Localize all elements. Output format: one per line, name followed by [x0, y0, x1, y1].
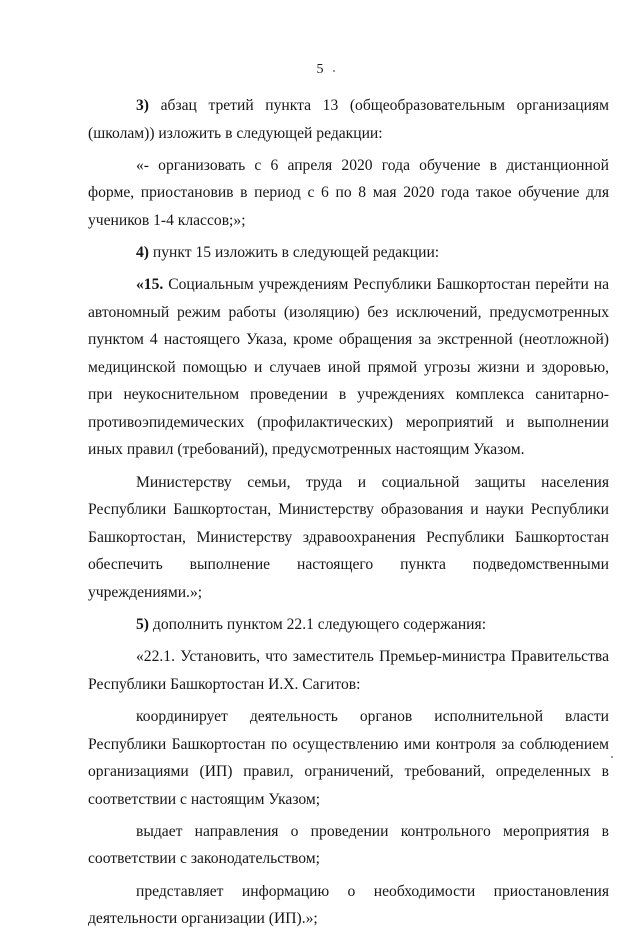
document-body [88, 92, 609, 937]
paragraph-issues-directions [88, 818, 609, 873]
paragraph-amend-5 [88, 611, 609, 639]
paragraph-coordinates [88, 703, 609, 813]
scan-speck [611, 756, 613, 758]
item-number: 4) [136, 244, 149, 262]
paragraph-amend-3 [88, 92, 609, 147]
paragraph-point-15 [88, 271, 609, 464]
item-number: 5) [136, 615, 149, 633]
paragraph-point-22-1 [88, 643, 609, 698]
paragraph-ministries [88, 469, 609, 607]
paragraph-text: пункт 15 изложить в следующей редакции: [149, 244, 440, 262]
page-number: 5 [316, 62, 324, 77]
paragraph-text: абзац третий пункта 13 (общеобразовательным организациям (школам)) изложить в следующей редакции: [88, 97, 609, 142]
item-number: 3) [136, 97, 149, 114]
paragraph-text: Социальным учреждениям Республики Башкортостан перейти на автономный режим работы (изоляцию) без исключений, предусмотренных пунктом 4 настоящего Указа, кроме обращения за экстренной (неотложной) медицинской помощью и случаев иной прямой угрозы жизни и здоровью, при неукоснительном проведении в учреждениях комплекса санитарно-противоэпидемических (профилактических) мероприятий и выполнении иных правил (требований), предусмотренных настоящим Указом. [88, 276, 609, 459]
paragraph-text: координирует деятельность органов исполнительной власти Республики Башкортостан по осуществлению ими контроля за соблюдением организациями (ИП) правил, ограничений, требований, определенных в соответствии с настоящим Указом; [88, 708, 609, 808]
paragraph-amend-4 [88, 239, 609, 267]
scan-speck [333, 70, 335, 72]
paragraph-text: Министерству семьи, труда и социальной защиты населения Республики Башкортостан, Министерству образования и науки Республики Башкортостан, Министерству здравоохранения Республики Башкортостан обеспечить выполнение настоящего пункта подведомственными учреждениями.»; [88, 473, 609, 601]
paragraph-quote-distance-learning [88, 152, 609, 235]
item-number: «15. [136, 276, 164, 294]
paragraph-text: представляет информацию о необходимости приостановления деятельности организации (ИП).»; [88, 882, 609, 928]
paragraph-text: выдает направления о проведении контрольного мероприятия в соответствии с законодательством; [88, 822, 609, 868]
paragraph-text: дополнить пунктом 22.1 следующего содержания: [149, 615, 487, 633]
paragraph-text: «- организовать с 6 апреля 2020 года обучение в дистанционной форме, приостановив в период с 6 по 8 мая 2020 года такое обучение для учеников 1-4 классов;»; [88, 156, 609, 229]
paragraph-provides-info [88, 878, 609, 933]
paragraph-text: «22.1. Установить, что заместитель Премьер-министра Правительства Республики Башкортостан И.Х. Сагитов: [88, 648, 609, 693]
